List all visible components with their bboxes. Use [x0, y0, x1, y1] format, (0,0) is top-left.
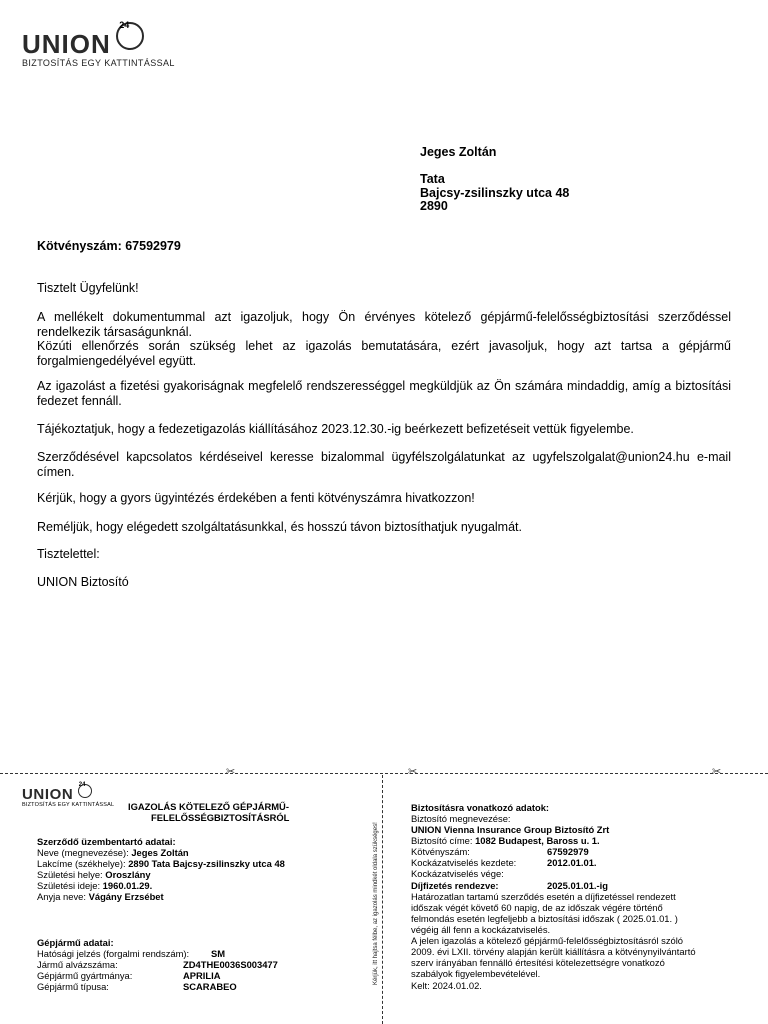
coupon-logo-24-badge: 24 [78, 784, 92, 798]
scissors-icon: ✂ [408, 766, 418, 778]
policy-number-line: Kötvényszám: 67592979 [37, 239, 181, 253]
vehicle-row-label: Gépjármű gyártmánya: [37, 970, 133, 981]
owner-row: Neve (megnevezése): Jeges Zoltán [37, 847, 189, 858]
logo-tagline: BIZTOSÍTÁS EGY KATTINTÁSSAL [22, 58, 175, 68]
recipient-street: Bajcsy-zsilinszky utca 48 [420, 186, 570, 200]
recipient-city: Tata [420, 172, 445, 186]
issue-date: Kelt: 2024.01.02. [411, 980, 482, 991]
insurance-text-line: végéig áll fenn a kockázatviselés. [411, 924, 551, 935]
policy-label: Kötvényszám: [411, 846, 470, 857]
vehicle-row-label: Gépjármű típusa: [37, 981, 109, 992]
logo-wordmark: UNION [22, 29, 111, 59]
vehicle-heading: Gépjármű adatai: [37, 937, 114, 948]
insurance-text-line: időszak végét követő 60 napig, de az időszak végére történő [411, 902, 663, 913]
letter-paragraph-1b: Közúti ellenőrzés során szükség lehet az igazolás bemutatására, ezért javasoljuk, hogy azt tartsa a gépjármű forgalmiengedélyével együtt. [37, 339, 731, 368]
owner-row: Születési ideje: 1960.01.29. [37, 880, 153, 891]
letter-paragraph-3: Tájékoztatjuk, hogy a fedezetigazolás kiállításához 2023.12.30.-ig beérkezett befizetéseit vettük figyelembe. [37, 422, 634, 436]
letter-paragraph-2: Az igazolást a fizetési gyakoriságnak megfelelő rendszerességgel megküldjük az Ön számára mindaddig, amíg a biztosítási fedezet fennáll. [37, 379, 731, 408]
header-logo [22, 22, 144, 60]
vehicle-row-value: ZD4THE0036S003477 [183, 959, 278, 970]
coupon-logo-tagline: BIZTOSÍTÁS EGY KATTINTÁSSAL [22, 802, 115, 808]
recipient-name: Jeges Zoltán [420, 145, 497, 159]
logo-24-badge: 24 [116, 22, 144, 50]
cut-line-horizontal [0, 773, 768, 774]
owner-row: Születési helye: Oroszlány [37, 869, 151, 880]
insurer-name: UNION Vienna Insurance Group Biztosító Zrt [411, 824, 610, 835]
vehicle-row-label: Jármű alvázszáma: [37, 959, 118, 970]
coupon-logo-wordmark: UNION [22, 786, 74, 803]
insurance-heading: Biztosításra vonatkozó adatok: [411, 802, 550, 813]
letter-greeting: Tisztelt Ügyfelünk! [37, 281, 139, 295]
coupon-title-line2: FELELŐSSÉGBIZTOSÍTÁSRÓL [151, 812, 290, 823]
letter-paragraph-4: Szerződésével kapcsolatos kérdéseivel keresse bizalommal ügyfélszolgálatunkat az ugyfelszolgalat@union24.hu e-mail címen. [37, 450, 731, 479]
payment-settled-value: 2025.01.01.-ig [547, 880, 608, 891]
coverage-end-label: Kockázatviselés vége: [411, 868, 504, 879]
coverage-start-value: 2012.01.01. [547, 857, 597, 868]
insurer-address-row: Biztosító címe: 1082 Budapest, Baross u. 1. [411, 835, 600, 846]
insurer-label: Biztosító megnevezése: [411, 813, 511, 824]
owner-row: Lakcíme (székhelye): 2890 Tata Bajcsy-zsilinszky utca 48 [37, 858, 285, 869]
vehicle-row-value: APRILIA [183, 970, 221, 981]
letter-paragraph-5: Kérjük, hogy a gyors ügyintézés érdekében a fenti kötvényszámra hivatkozzon! [37, 491, 475, 505]
vehicle-row-label: Hatósági jelzés (forgalmi rendszám): [37, 948, 190, 959]
letter-closing: Tisztelettel: [37, 547, 100, 561]
coverage-start-label: Kockázatviselés kezdete: [411, 857, 517, 868]
fold-instruction-vertical: Kérjük, itt hajtsa félbe, az igazolás mindkét oldala szükséges! [373, 822, 379, 985]
scissors-icon: ✂ [226, 766, 236, 778]
insurance-text-line: Határozatlan tartamú szerződés esetén a díjfizetéssel rendezett [411, 891, 676, 902]
letter-paragraph-6: Reméljük, hogy elégedett szolgáltatásunkkal, és hosszú távon biztosíthatjuk nyugalmát. [37, 520, 522, 534]
insurance-text-line: A jelen igazolás a kötelező gépjármű-felelősségbiztosításról szóló [411, 935, 684, 946]
fold-line-vertical [382, 775, 383, 1024]
scissors-icon: ✂ [712, 766, 722, 778]
recipient-zip: 2890 [420, 199, 448, 213]
owner-row: Anyja neve: Vágány Erzsébet [37, 891, 164, 902]
vehicle-row-value: SCARABEO [183, 981, 237, 992]
insurance-text-line: szerv irányában fennálló értesítési kötelezettségre vonatkozó [411, 957, 665, 968]
coupon-logo [22, 784, 92, 804]
insurance-text-line: 2009. évi LXII. törvény alapján került kiállításra a kötvénynyilvántartó [411, 946, 696, 957]
payment-settled-label: Díjfizetés rendezve: [411, 880, 499, 891]
coupon-title-line1: IGAZOLÁS KÖTELEZŐ GÉPJÁRMŰ- [128, 801, 289, 812]
insurance-text-line: szabályok figyelembevételével. [411, 968, 541, 979]
insurance-text-line: felmondás esetén legfeljebb a biztosítási időszak ( 2025.01.01. ) [411, 913, 678, 924]
letter-signature: UNION Biztosító [37, 575, 129, 589]
owner-heading: Szerződő üzembentartó adatai: [37, 836, 176, 847]
letter-paragraph-1: A mellékelt dokumentummal azt igazoljuk, hogy Ön érvényes kötelező gépjármű-felelősségbiztosítási szerződéssel rendelkezik társaságunknál. [37, 310, 731, 339]
vehicle-row-value: SM [211, 948, 226, 959]
policy-value: 67592979 [547, 846, 589, 857]
